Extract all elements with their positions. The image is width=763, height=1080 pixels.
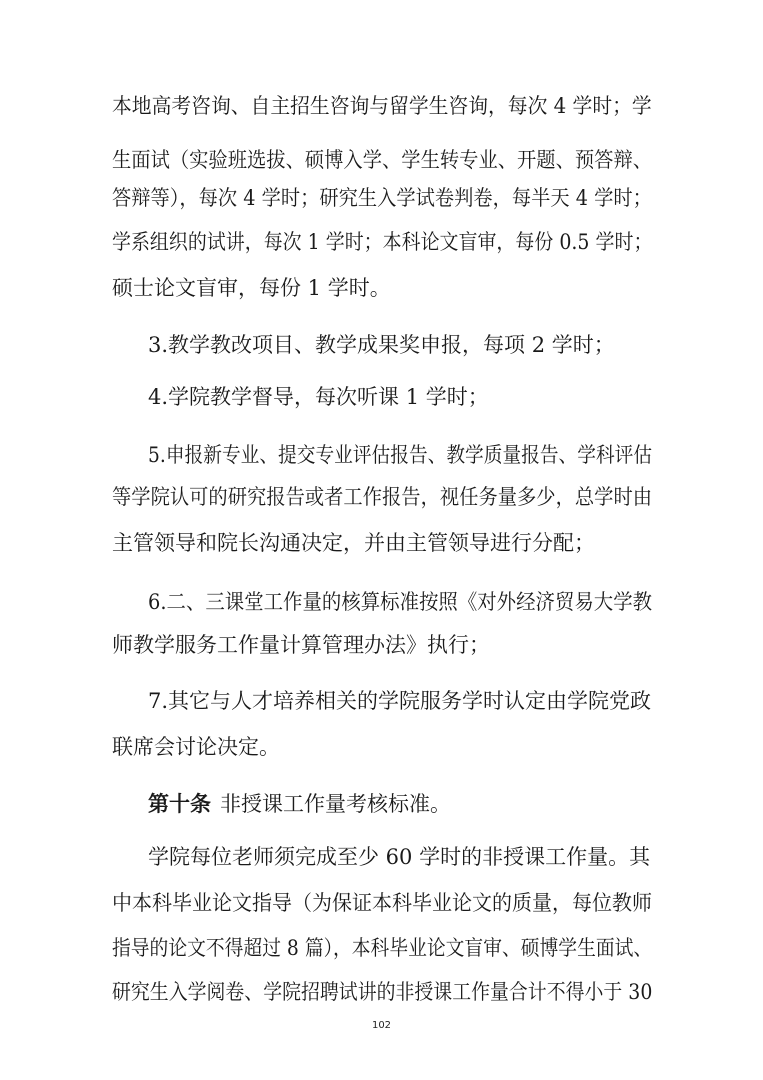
paragraph-line	[0, 928, 763, 968]
paragraph-line	[0, 222, 763, 262]
paragraph-line	[0, 178, 763, 218]
paragraph-line	[0, 140, 763, 180]
article-title: 非授课工作量考核标准。	[220, 792, 451, 816]
paragraph-line	[0, 883, 763, 923]
text-line: 联席会讨论决定。	[112, 735, 280, 759]
text-line: 主管领导和院长沟通决定，并由主管领导进行分配；	[112, 531, 595, 555]
list-item-4	[0, 377, 763, 417]
text-line: 7.其它与人才培养相关的学院服务学时认定由学院党政	[148, 689, 652, 713]
list-item-7	[0, 681, 763, 721]
text-line: 研究生入学阅卷、学院招聘试讲的非授课工作量合计不得小于 30	[112, 980, 653, 1004]
page-number: 102	[371, 1020, 392, 1031]
text-line: 等学院认可的研究报告或者工作报告，视任务量多少，总学时由	[112, 485, 653, 509]
paragraph-line	[0, 523, 763, 563]
text-line: 学系组织的试讲，每次 1 学时；本科论文盲审，每份 0.5 学时；	[112, 230, 653, 254]
paragraph-line	[0, 268, 763, 308]
paragraph-line	[0, 727, 763, 767]
text-line: 指导的论文不得超过 8 篇），本科毕业论文盲审、硕博学生面试、	[112, 936, 653, 960]
list-item-6	[0, 582, 763, 622]
paragraph-line	[0, 625, 763, 665]
text-line: 中本科毕业论文指导（为保证本科毕业论文的质量，每位教师	[112, 891, 653, 915]
text-line: 3.教学教改项目、教学成果奖申报，每项 2 学时；	[148, 333, 615, 357]
text-line: 硕士论文盲审，每份 1 学时。	[112, 276, 391, 300]
article-label: 第十条	[148, 791, 211, 816]
paragraph-line	[0, 972, 763, 1012]
list-item-5	[0, 435, 763, 475]
text-line: 6.二、三课堂工作量的核算标准按照《对外经济贸易大学教	[148, 590, 653, 614]
text-line: 生面试（实验班选拔、硕博入学、学生转专业、开题、预答辩、	[112, 148, 653, 172]
text-line: 5.申报新专业、提交专业评估报告、教学质量报告、学科评估	[148, 443, 653, 467]
article-heading	[0, 784, 763, 824]
paragraph-line	[0, 837, 763, 877]
text-line: 4.学院教学督导，每次听课 1 学时；	[148, 385, 489, 409]
text-line: 师教学服务工作量计算管理办法》执行；	[112, 633, 490, 657]
text-line: 答辩等），每次 4 学时；研究生入学试卷判卷，每半天 4 学时；	[112, 186, 652, 210]
list-item-3	[0, 325, 763, 365]
text-line: 学院每位老师须完成至少 60 学时的非授课工作量。其	[148, 845, 651, 869]
text-line: 本地高考咨询、自主招生咨询与留学生咨询，每次 4 学时；学	[112, 94, 652, 118]
paragraph-line	[0, 86, 763, 126]
paragraph-line	[0, 477, 763, 517]
